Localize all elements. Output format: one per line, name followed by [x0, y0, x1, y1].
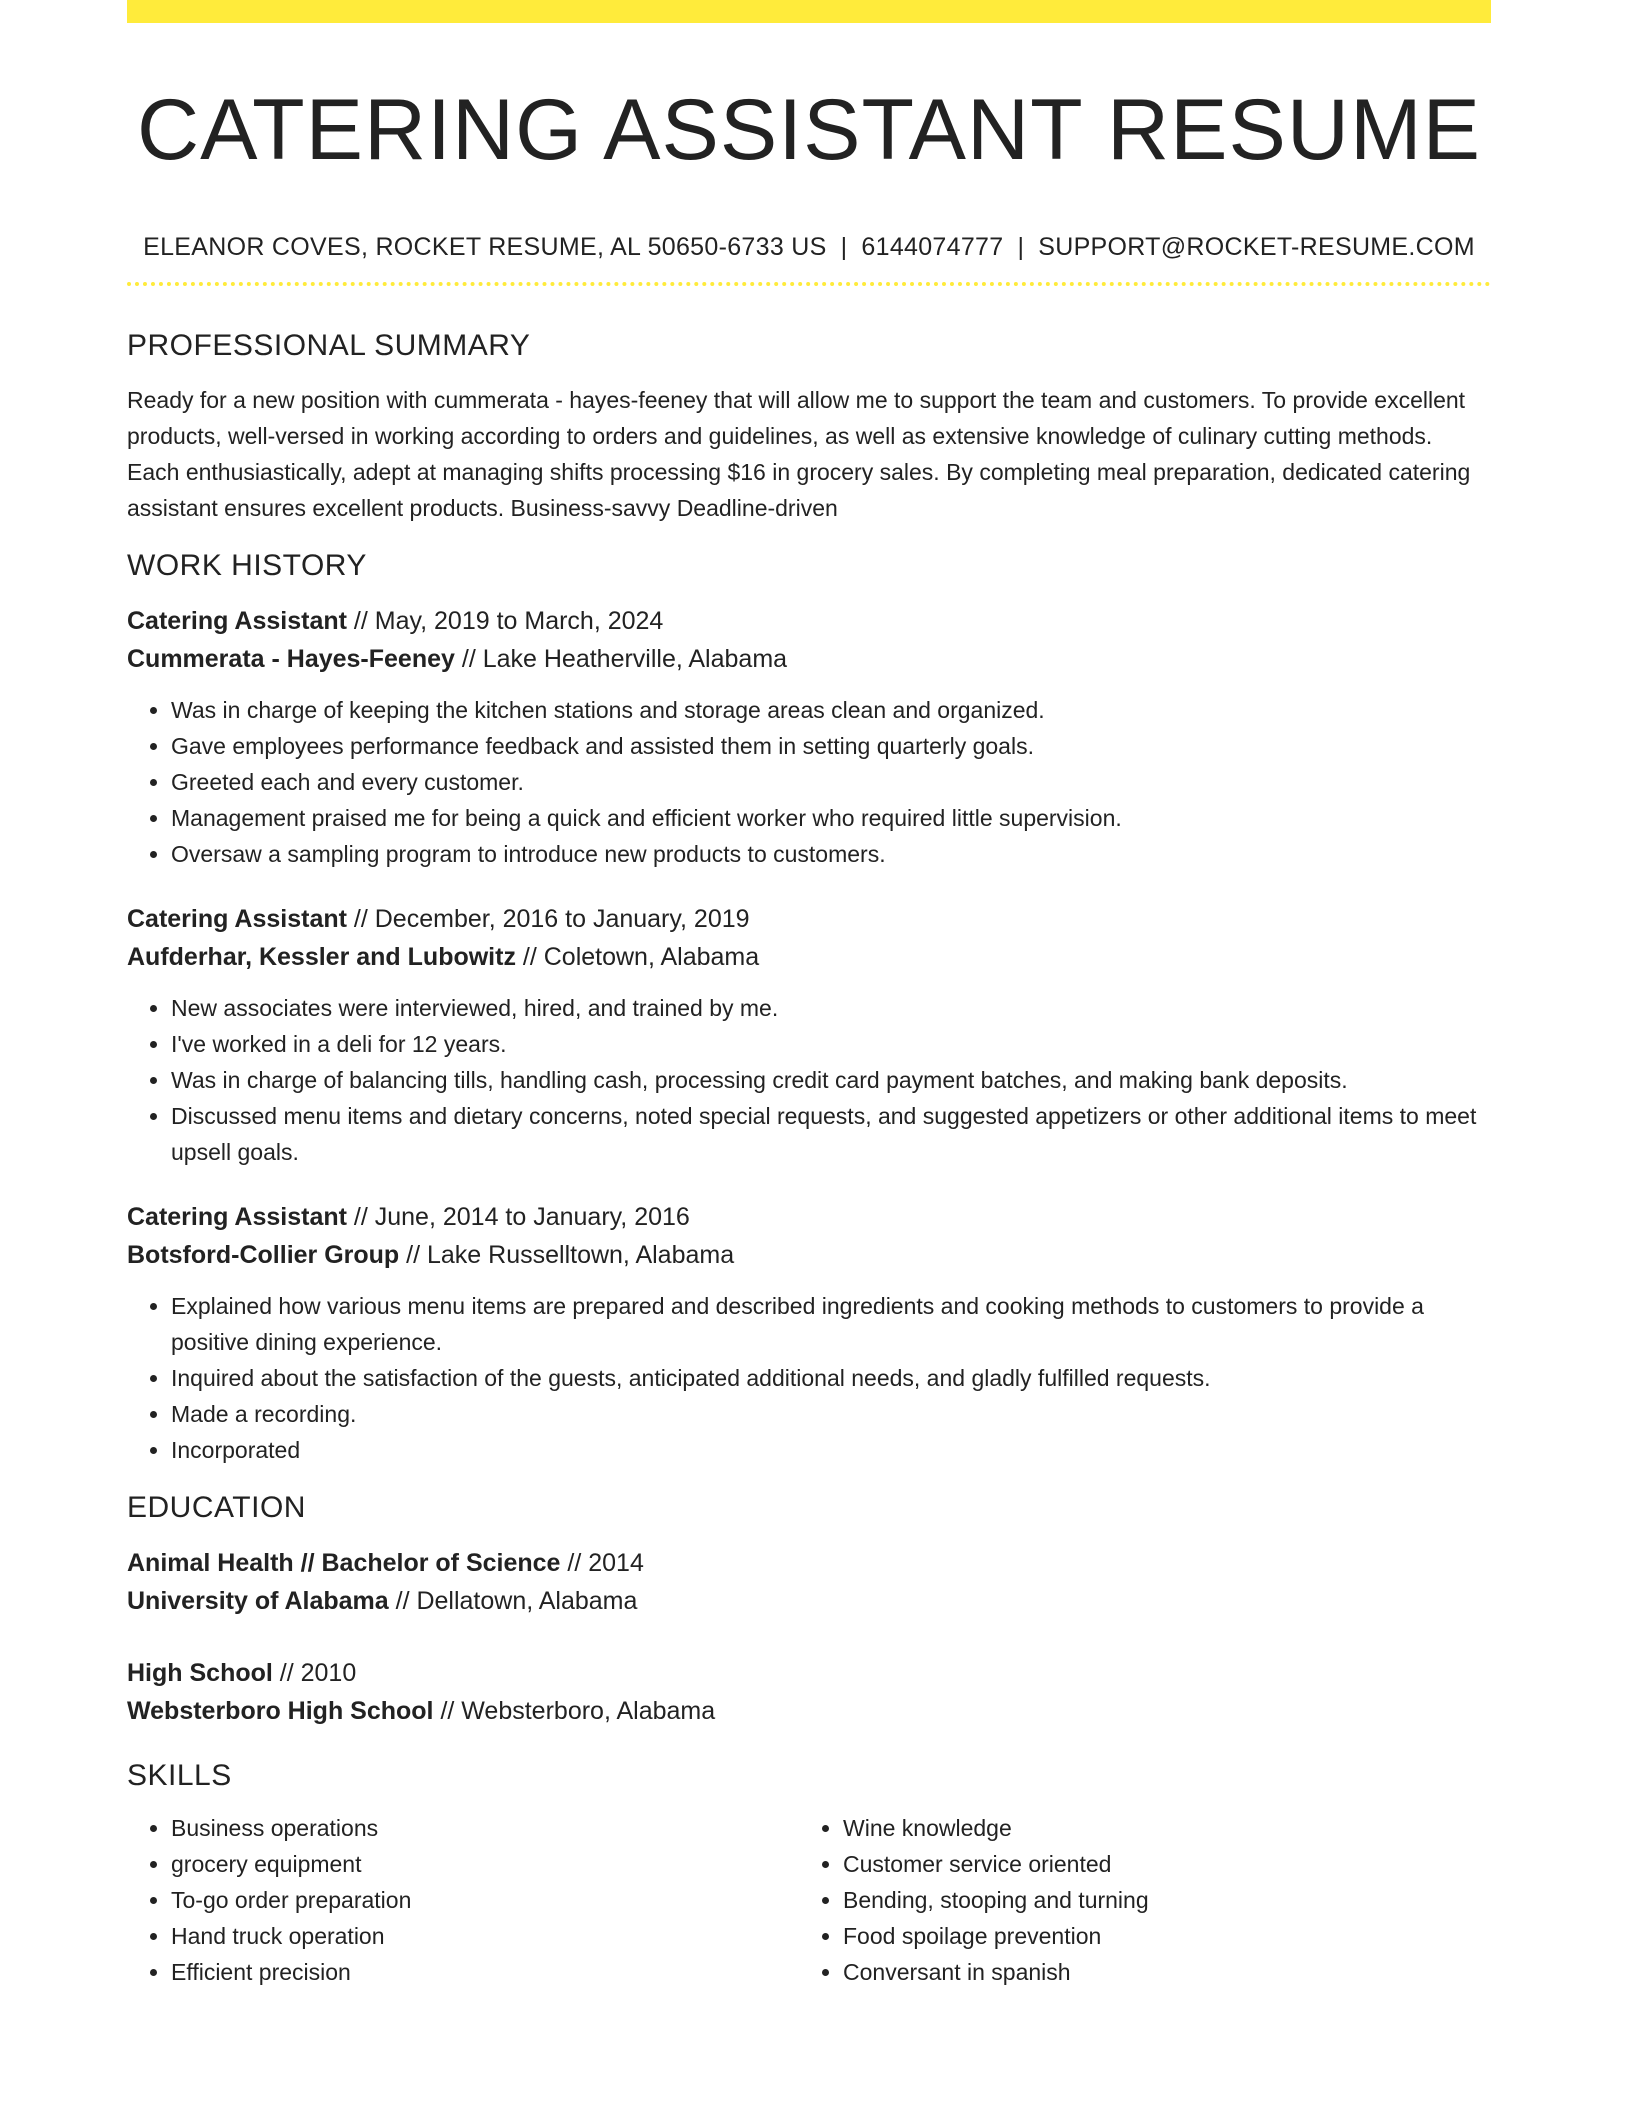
- contact-email: SUPPORT@ROCKET-RESUME.COM: [1038, 233, 1475, 261]
- list-item: • Wine knowledge: [843, 1810, 1471, 1846]
- job-company-line: [127, 1236, 1491, 1274]
- job-location: // Lake Heatherville, Alabama: [454, 645, 788, 673]
- job-company-line: [127, 938, 1491, 976]
- job-entry: [127, 1198, 1491, 1468]
- skills-heading: SKILLS: [127, 1759, 232, 1792]
- job-location: // Coletown, Alabama: [515, 943, 760, 971]
- job-title-line: [127, 602, 1491, 640]
- contact-separator: |: [840, 233, 848, 261]
- list-item: • New associates were interviewed, hired, and trained by me.: [171, 990, 1491, 1026]
- list-item: • Bending, stooping and turning: [843, 1882, 1471, 1918]
- list-item: • Incorporated: [171, 1432, 1491, 1468]
- list-item: • To-go order preparation: [171, 1882, 799, 1918]
- list-item: • Was in charge of balancing tills, handling cash, processing credit card payment batches, and making bank deposits.: [171, 1062, 1491, 1098]
- graduation-year: // 2010: [272, 1659, 357, 1687]
- degree-line: [127, 1654, 1491, 1692]
- job-dates: // December, 2016 to January, 2019: [346, 905, 750, 933]
- list-item: • grocery equipment: [171, 1846, 799, 1882]
- list-item: • Management praised me for being a quick and efficient worker who required little supervision.: [171, 800, 1491, 836]
- job-entry: [127, 602, 1491, 872]
- job-title-line: [127, 900, 1491, 938]
- page-title: CATERING ASSISTANT RESUME: [137, 82, 1481, 178]
- job-title: Catering Assistant: [127, 905, 347, 933]
- job-bullets: [127, 990, 1491, 1170]
- job-company: Cummerata - Hayes-Feeney: [127, 645, 455, 673]
- job-company: Botsford-Collier Group: [127, 1241, 400, 1269]
- list-item: • Customer service oriented: [843, 1846, 1471, 1882]
- degree-line: [127, 1544, 1491, 1582]
- work-history-heading: WORK HISTORY: [127, 549, 367, 582]
- skills-column-left: [127, 1810, 799, 1990]
- resume-page: [127, 0, 1491, 1990]
- list-item: • Inquired about the satisfaction of the guests, anticipated additional needs, and gladly fulfilled requests.: [171, 1360, 1491, 1396]
- summary-heading: PROFESSIONAL SUMMARY: [127, 329, 531, 362]
- school-location: // Dellatown, Alabama: [388, 1587, 638, 1615]
- skills-column-right: [799, 1810, 1471, 1990]
- list-item: • Food spoilage prevention: [843, 1918, 1471, 1954]
- job-location: // Lake Russelltown, Alabama: [399, 1241, 735, 1269]
- school: University of Alabama: [127, 1587, 389, 1615]
- contact-separator: |: [1017, 233, 1025, 261]
- school-location: // Websterboro, Alabama: [433, 1697, 716, 1725]
- list-item: • Explained how various menu items are prepared and described ingredients and cooking methods to customers to provide a positive dining experience.: [171, 1288, 1491, 1360]
- school-line: [127, 1582, 1491, 1620]
- list-item: • Gave employees performance feedback and assisted them in setting quarterly goals.: [171, 728, 1491, 764]
- accent-bar: [127, 0, 1491, 23]
- degree: Animal Health // Bachelor of Science: [127, 1549, 561, 1577]
- skills-grid: [127, 1810, 1491, 1990]
- education-heading: EDUCATION: [127, 1491, 306, 1524]
- school-line: [127, 1692, 1491, 1730]
- list-item: • Conversant in spanish: [843, 1954, 1471, 1990]
- contact-phone: 6144074777: [861, 233, 1004, 261]
- job-bullets: [127, 1288, 1491, 1468]
- list-item: • Greeted each and every customer.: [171, 764, 1491, 800]
- list-item: • Hand truck operation: [171, 1918, 799, 1954]
- contact-line: [127, 230, 1491, 264]
- list-item: • I've worked in a deli for 12 years.: [171, 1026, 1491, 1062]
- list-item: • Discussed menu items and dietary concerns, noted special requests, and suggested appetizers or other additional items to meet upsell goals.: [171, 1098, 1491, 1170]
- education-entry: [127, 1654, 1491, 1730]
- dotted-divider: [127, 282, 1491, 286]
- list-item: • Business operations: [171, 1810, 799, 1846]
- job-title: Catering Assistant: [127, 607, 347, 635]
- education-entry: [127, 1544, 1491, 1620]
- job-company-line: [127, 640, 1491, 678]
- school: Websterboro High School: [127, 1697, 434, 1725]
- list-item: • Efficient precision: [171, 1954, 799, 1990]
- graduation-year: // 2014: [560, 1549, 644, 1577]
- job-dates: // June, 2014 to January, 2016: [346, 1203, 690, 1231]
- degree: High School: [127, 1659, 273, 1687]
- job-title: Catering Assistant: [127, 1203, 347, 1231]
- job-company: Aufderhar, Kessler and Lubowitz: [127, 943, 516, 971]
- list-item: • Was in charge of keeping the kitchen stations and storage areas clean and organized.: [171, 692, 1491, 728]
- summary-text: Ready for a new position with cummerata - hayes-feeney that will allow me to support the team and customers. To provide excellent products, well-versed in working according to orders and guidelines, as well as extensive knowledge of culinary cutting methods. Each enthusiastically, adept at managing shifts processing $16 in grocery sales. By completing meal preparation, dedicated catering assistant ensures excellent products. Business-savvy Deadline-driven: [127, 387, 1471, 521]
- job-dates: // May, 2019 to March, 2024: [346, 607, 664, 635]
- job-bullets: [127, 692, 1491, 872]
- job-title-line: [127, 1198, 1491, 1236]
- job-entry: [127, 900, 1491, 1170]
- list-item: • Oversaw a sampling program to introduce new products to customers.: [171, 836, 1491, 872]
- contact-address: ELEANOR COVES, ROCKET RESUME, AL 50650-6733 US: [143, 233, 827, 261]
- list-item: • Made a recording.: [171, 1396, 1491, 1432]
